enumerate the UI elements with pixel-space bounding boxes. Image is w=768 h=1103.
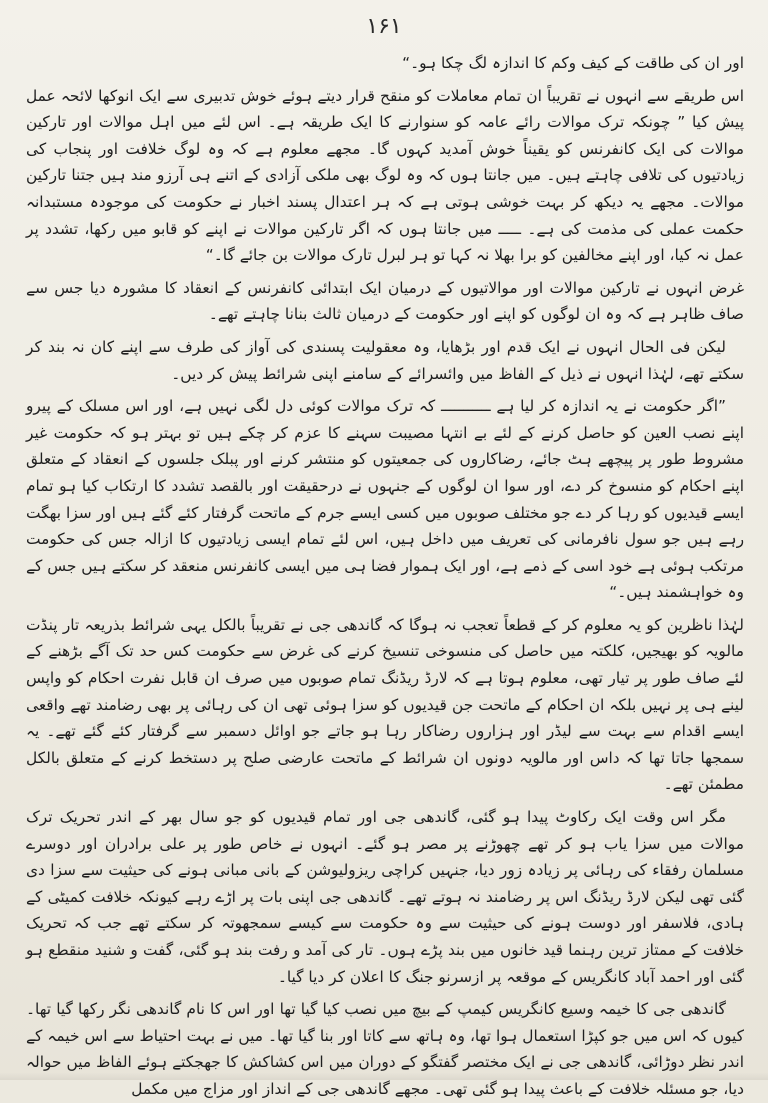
paragraph-conditions-quote: ”اگر حکومت نے یہ اندازہ کر لیا ہے ـــــــــــ کہ ترک موالات کوئی دل لگی نہیں ہے، اور اس مسلک کے پیرو اپنے نصب العین کو حاصل کرنے کے لئے بے انتہا مصیبت سہنے کا عزم کر چکے ہیں تو بہتر ہو کہ حکومت غیر مشروط طور پر پیچھے ہٹ جائے، رضاکاروں کی جمعیتوں کو منتشر کرنے اور پبلک جلسوں کے انعقاد کے متعلق اپنے احکام کو منسوخ کر دے، اور سوا ان لوگوں کے جنہوں نے درحقیقت اور بالقصد تشدد کا ارتکاب کیا ہو تمام ایسے قیدیوں کو رہا کر دے جو مختلف صوبوں میں کسی ایسے جرم کے ماتحت گرفتار کئے گئے ہیں اور سزا بھگت رہے ہیں جو سول نافرمانی کی تعریف میں داخل ہیں، اس لئے تمام ایسی زیادتیوں کا ازالہ جس کی حکومت مرتکب ہوئی ہے خود اسی کے ذمے ہے، اور ایک ہموار فضا ہی میں ایسی کانفرنس منعقد کر سکتے ہیں جس کے وہ خواہشمند ہیں۔“ (26, 397, 744, 602)
page-body-text (26, 50, 744, 1103)
paragraph-next-step: لیکن فی الحال انہوں نے ایک قدم اور بڑھایا، وہ معقولیت پسندی کی آواز کی طرف سے اپنے کان نہ بند کر سکتے تھے، لہٰذا انہوں نے ذیل کے الفاظ میں وائسرائے کے سامنے اپنی شرائط پیش کر دیں۔ (26, 337, 744, 383)
page-bottom-edge (0, 1072, 768, 1080)
page-number: ۱۶۱ (366, 14, 402, 39)
paragraph-mediator: غرض انہوں نے تارکین موالات اور موالاتیوں کے درمیان ایک ابتدائی کانفرنس کے انعقاد کا مشورہ دیا جس سے صاف ظاہر ہے کہ وہ ان لوگوں کو اپنے اور حکومت کے درمیان ثالث بنانا چاہتے تھے۔ (26, 278, 744, 324)
paragraph-conference-proposal: اس طریقے سے انہوں نے تقریباً ان تمام معاملات کو منقح قرار دیتے ہوئے خوش تدبیری سے ایک انوکھا لائحہ عمل پیش کیا ” چونکہ ترک موالات رائے عامہ کو سنوارنے کا ایک طریقہ ہے۔ اس لئے میں اہل موالات اور تارکین موالات کی ایک کانفرنس کو یقیناً خوش آمدید کہوں گا۔ مجھے معلوم ہے کہ وہ لوگ خلافت اور پنجاب کی زیادتیوں کی تلافی چاہتے ہیں۔ میں جانتا ہوں کہ وہ لوگ بھی ملکی آزادی کے اتنے ہی آرزو مند ہیں جتنا تارکین موالات۔ مجھے یہ دیکھ کر بہت خوشی ہوتی ہے کہ ہر اعتدال پسند اخبار نے حکومت کی موجودہ مستبدانہ حکمت عملی کی مذمت کی ہے۔ ـــــ میں جانتا ہوں کہ اگر تارکین موالات نے اپنے کو قابو میں رکھا، تشدد پر عمل نہ کیا، اور اپنے مخالفین کو برا بھلا نہ کہا تو ہر لبرل تارک موالات بن جائے گا۔“ (26, 86, 744, 265)
paragraph-gandhi-tent: گاندھی جی کا خیمہ وسیع کانگریس کیمپ کے بیچ میں نصب کیا گیا تھا اور اس کا نام گاندھی نگر رکھا گیا تھا۔ کیوں کہ اس میں جو کپڑا استعمال ہوا تھا، وہ ہاتھ سے کاتا اور بنا گیا تھا۔ میں نے بہت احتیاط سے اس خیمہ کے اندر نظر دوڑائی، گاندھی جی نے ایک مختصر گفتگو کے دوران میں اس کشاکش کا جھجکتے ہوئے الفاظ میں حوالہ دیا، جو مسئلہ خلافت کے باعث پیدا ہو گئی تھی۔ مجھے گاندھی جی کے انداز اور مزاج میں مکمل (26, 1000, 744, 1098)
paragraph-opening-quote-end: اور ان کی طاقت کے کیف وکم کا اندازہ لگ چکا ہو۔“ (402, 54, 744, 72)
paragraph-obstacle: مگر اس وقت ایک رکاوٹ پیدا ہو گئی، گاندھی جی اور تمام قیدیوں کو جو سال بھر کے اندر تحریک ترک موالات میں سزا یاب ہو کر تھے چھوڑنے پر مصر ہو گئے۔ انہوں نے خاص طور پر علی برادران اور دوسرے مسلمان رفقاء کی رہائی پر زیادہ زور دیا، جنہیں کراچی ریزولیوشن کے بانی مبانی ہونے کی حیثیت سے سزا دی گئی تھی لیکن لارڈ ریڈنگ اس پر رضامند نہ ہوتے تھے۔ گاندھی جی اپنی بات پر اڑے رہے کیونکہ خلافت کمیٹی کے ہادی، فلاسفر اور دوست ہونے کی حیثیت سے وہ حکومت سے کیسے سمجھوتہ کر سکتے تھے جب کہ تحریک خلافت کے ممتاز ترین رہنما قید خانوں میں بند پڑے ہوں۔ تار کی آمد و رفت بند ہو گئی، گفت و شنید منقطع ہو گئی اور احمد آباد کانگریس کے موقعہ پر ازسرنو جنگ کا اعلان کر دیا گیا۔ (26, 808, 744, 986)
paragraph-telegram-malaviya: لہٰذا ناظرین کو یہ معلوم کر کے قطعاً تعجب نہ ہوگا کہ گاندھی جی نے تقریباً بالکل یہی شرائط بذریعہ تار پنڈت مالویہ کو بھیجیں، کلکتہ میں حاصل کی منسوخی تنسیخ کرنے کی غرض سے حکومت کس حد تک آگے بڑھنے کے لئے صاف طور پر تیار تھی، معلوم ہوتا ہے کہ لارڈ ریڈنگ تمام صوبوں میں صرف ان قابل نفرت احکام کو واپس لینے ہی پر نہیں بلکہ ان احکام کے ماتحت جن قیدیوں کو سزا ہوئی تھی ان کی رہائی پر بھی رضامند تھے واقعی ایسے اقدام سے بہت سے لیڈر اور ہزاروں رضاکار رہا ہو جاتے جو اوائل دسمبر سے گرفتار کئے گئے تھے۔ یہ سمجھا جاتا تھا کہ داس اور مالویہ دونوں ان شرائط کے ماتحت عارضی صلح پر دستخط کرنے کے متعلق بالکل مطمئن تھے۔ (26, 615, 744, 794)
